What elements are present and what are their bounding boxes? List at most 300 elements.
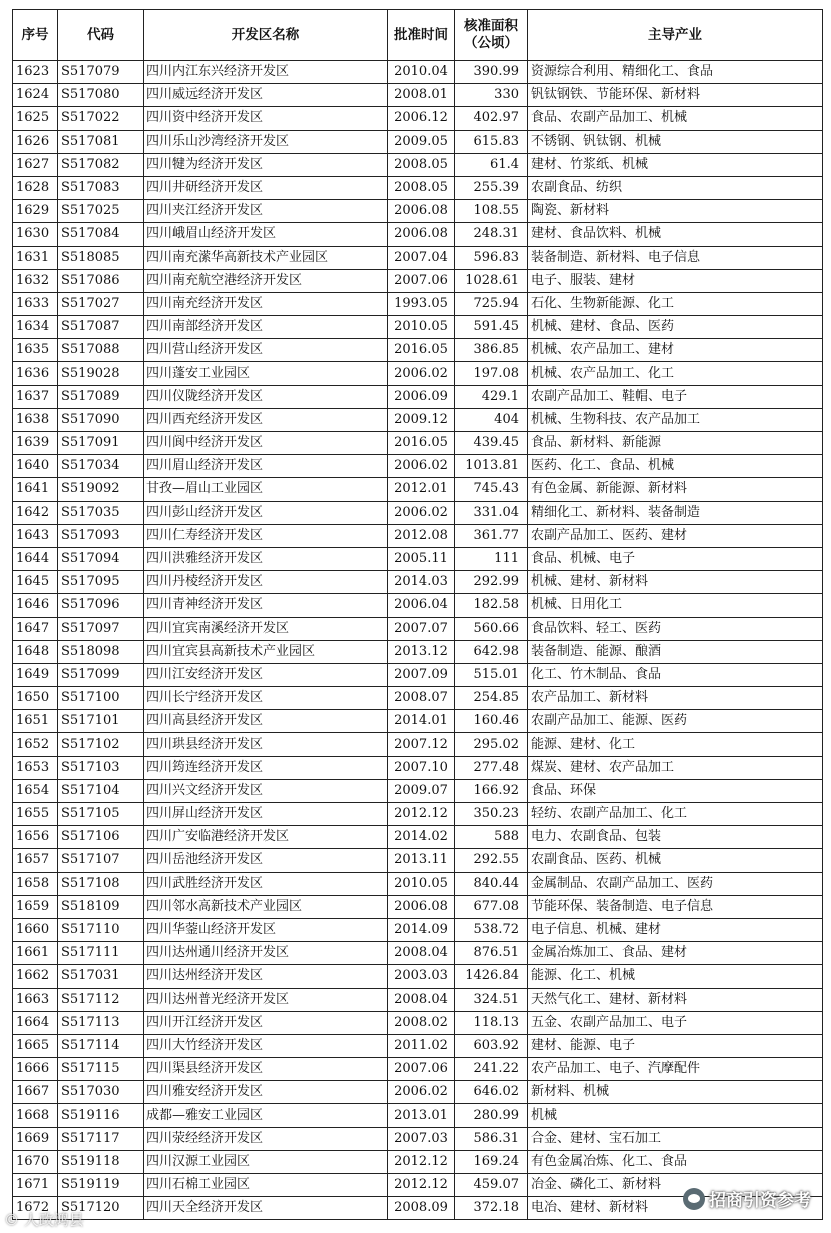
cell-code: S517086 bbox=[58, 269, 144, 292]
cell-zone-name: 四川营山经济开发区 bbox=[144, 339, 388, 362]
cell-code: S517088 bbox=[58, 339, 144, 362]
header-area bbox=[455, 10, 528, 61]
header-row bbox=[13, 10, 823, 61]
cell-code: S517084 bbox=[58, 223, 144, 246]
cell-main-industry: 合金、建材、宝石加工 bbox=[528, 1127, 823, 1150]
cell-approved-area: 402.97 bbox=[455, 107, 528, 130]
cell-zone-name: 四川华蓥山经济开发区 bbox=[144, 918, 388, 941]
cell-seq: 1662 bbox=[13, 965, 58, 988]
cell-code: S519116 bbox=[58, 1104, 144, 1127]
cell-seq: 1634 bbox=[13, 316, 58, 339]
cell-code: S517113 bbox=[58, 1011, 144, 1034]
cell-seq: 1630 bbox=[13, 223, 58, 246]
cell-approval-date: 2010.05 bbox=[388, 872, 455, 895]
cell-seq: 1638 bbox=[13, 408, 58, 431]
cell-zone-name: 四川达州普光经济开发区 bbox=[144, 988, 388, 1011]
cell-main-industry: 装备制造、新材料、电子信息 bbox=[528, 246, 823, 269]
cell-code: S517112 bbox=[58, 988, 144, 1011]
table-row bbox=[13, 849, 823, 872]
cell-code: S518109 bbox=[58, 895, 144, 918]
cell-approval-date: 2007.12 bbox=[388, 733, 455, 756]
cell-zone-name: 四川岳池经济开发区 bbox=[144, 849, 388, 872]
cell-approval-date: 2008.01 bbox=[388, 84, 455, 107]
cell-approved-area: 361.77 bbox=[455, 524, 528, 547]
table-row bbox=[13, 594, 823, 617]
cell-zone-name: 四川邻水高新技术产业园区 bbox=[144, 895, 388, 918]
cell-seq: 1666 bbox=[13, 1058, 58, 1081]
cell-zone-name: 四川威远经济开发区 bbox=[144, 84, 388, 107]
cell-approved-area: 588 bbox=[455, 826, 528, 849]
cell-main-industry: 建材、能源、电子 bbox=[528, 1034, 823, 1057]
cell-main-industry: 能源、化工、机械 bbox=[528, 965, 823, 988]
table-row bbox=[13, 918, 823, 941]
cell-code: S517096 bbox=[58, 594, 144, 617]
header-industry: 主导产业 bbox=[528, 10, 823, 61]
cell-main-industry: 陶瓷、新材料 bbox=[528, 200, 823, 223]
table-row bbox=[13, 269, 823, 292]
cell-approval-date: 2009.07 bbox=[388, 779, 455, 802]
cell-seq: 1648 bbox=[13, 640, 58, 663]
cell-approval-date: 2014.09 bbox=[388, 918, 455, 941]
cell-code: S517031 bbox=[58, 965, 144, 988]
cell-seq: 1632 bbox=[13, 269, 58, 292]
cell-zone-name: 四川仪陇经济开发区 bbox=[144, 385, 388, 408]
cell-approved-area: 596.83 bbox=[455, 246, 528, 269]
development-zone-table bbox=[12, 9, 823, 1220]
table-row bbox=[13, 965, 823, 988]
table-row bbox=[13, 84, 823, 107]
table-row bbox=[13, 710, 823, 733]
cell-main-industry: 电子信息、机械、建材 bbox=[528, 918, 823, 941]
cell-zone-name: 四川高县经济开发区 bbox=[144, 710, 388, 733]
cell-seq: 1637 bbox=[13, 385, 58, 408]
cell-approved-area: 429.1 bbox=[455, 385, 528, 408]
cell-main-industry: 化工、竹木制品、食品 bbox=[528, 663, 823, 686]
table-row bbox=[13, 61, 823, 84]
cell-approved-area: 386.85 bbox=[455, 339, 528, 362]
cell-code: S517108 bbox=[58, 872, 144, 895]
cell-code: S519118 bbox=[58, 1150, 144, 1173]
cell-code: S517104 bbox=[58, 779, 144, 802]
cell-main-industry: 资源综合利用、精细化工、食品 bbox=[528, 61, 823, 84]
cell-code: S517114 bbox=[58, 1034, 144, 1057]
cell-main-industry: 不锈钢、钒钛钢、机械 bbox=[528, 130, 823, 153]
cell-seq: 1669 bbox=[13, 1127, 58, 1150]
cell-main-industry: 机械、农产品加工、化工 bbox=[528, 362, 823, 385]
cell-main-industry: 医药、化工、食品、机械 bbox=[528, 455, 823, 478]
cell-main-industry: 建材、食品饮料、机械 bbox=[528, 223, 823, 246]
cell-zone-name: 四川渠县经济开发区 bbox=[144, 1058, 388, 1081]
cell-zone-name: 四川蓬安工业园区 bbox=[144, 362, 388, 385]
cell-approval-date: 2007.09 bbox=[388, 663, 455, 686]
cell-approval-date: 2007.06 bbox=[388, 1058, 455, 1081]
cell-approval-date: 2011.02 bbox=[388, 1034, 455, 1057]
cell-zone-name: 四川洪雅经济开发区 bbox=[144, 547, 388, 570]
table-row bbox=[13, 1034, 823, 1057]
cell-code: S517111 bbox=[58, 942, 144, 965]
cell-approval-date: 2013.01 bbox=[388, 1104, 455, 1127]
table-row bbox=[13, 107, 823, 130]
cell-main-industry: 机械、建材、新材料 bbox=[528, 571, 823, 594]
cell-main-industry: 金属冶炼加工、食品、建材 bbox=[528, 942, 823, 965]
cell-approved-area: 1013.81 bbox=[455, 455, 528, 478]
cell-zone-name: 四川荥经经济开发区 bbox=[144, 1127, 388, 1150]
cell-approval-date: 2003.03 bbox=[388, 965, 455, 988]
cell-seq: 1651 bbox=[13, 710, 58, 733]
cell-approval-date: 2007.06 bbox=[388, 269, 455, 292]
table-row bbox=[13, 803, 823, 826]
cell-zone-name: 四川彭山经济开发区 bbox=[144, 501, 388, 524]
cell-code: S517081 bbox=[58, 130, 144, 153]
cell-code: S517101 bbox=[58, 710, 144, 733]
cell-code: S517105 bbox=[58, 803, 144, 826]
cell-code: S519028 bbox=[58, 362, 144, 385]
cell-approval-date: 2006.08 bbox=[388, 200, 455, 223]
table-row bbox=[13, 362, 823, 385]
cell-approval-date: 2014.02 bbox=[388, 826, 455, 849]
cell-approval-date: 2014.01 bbox=[388, 710, 455, 733]
cell-approval-date: 2006.08 bbox=[388, 895, 455, 918]
cell-seq: 1633 bbox=[13, 292, 58, 315]
cell-main-industry: 煤炭、建材、农产品加工 bbox=[528, 756, 823, 779]
cell-main-industry: 农副产品加工、医药、建材 bbox=[528, 524, 823, 547]
table-row bbox=[13, 571, 823, 594]
cell-code: S517082 bbox=[58, 153, 144, 176]
header-code: 代码 bbox=[58, 10, 144, 61]
cell-main-industry: 轻纺、农副产品加工、化工 bbox=[528, 803, 823, 826]
cell-approval-date: 2008.05 bbox=[388, 153, 455, 176]
table-row bbox=[13, 640, 823, 663]
cell-seq: 1636 bbox=[13, 362, 58, 385]
cell-main-industry: 食品、机械、电子 bbox=[528, 547, 823, 570]
cell-zone-name: 四川达州通川经济开发区 bbox=[144, 942, 388, 965]
cell-approved-area: 160.46 bbox=[455, 710, 528, 733]
header-area-line2: （公顷） bbox=[464, 35, 518, 51]
cell-zone-name: 四川仁寿经济开发区 bbox=[144, 524, 388, 547]
cell-main-industry: 机械、农产品加工、建材 bbox=[528, 339, 823, 362]
cell-approval-date: 2008.05 bbox=[388, 176, 455, 199]
cell-approved-area: 404 bbox=[455, 408, 528, 431]
table-row bbox=[13, 408, 823, 431]
cell-main-industry: 电冶、建材、新材料 bbox=[528, 1197, 823, 1220]
cell-code: S517090 bbox=[58, 408, 144, 431]
cell-main-industry: 装备制造、能源、酿酒 bbox=[528, 640, 823, 663]
cell-approved-area: 111 bbox=[455, 547, 528, 570]
cell-main-industry: 机械、建材、食品、医药 bbox=[528, 316, 823, 339]
cell-zone-name: 成都—雅安工业园区 bbox=[144, 1104, 388, 1127]
cell-approved-area: 538.72 bbox=[455, 918, 528, 941]
cell-seq: 1670 bbox=[13, 1150, 58, 1173]
cell-zone-name: 四川石棉工业园区 bbox=[144, 1174, 388, 1197]
cell-seq: 1641 bbox=[13, 478, 58, 501]
cell-seq: 1640 bbox=[13, 455, 58, 478]
table-row bbox=[13, 988, 823, 1011]
cell-zone-name: 四川南部经济开发区 bbox=[144, 316, 388, 339]
cell-approved-area: 840.44 bbox=[455, 872, 528, 895]
cell-zone-name: 四川广安临港经济开发区 bbox=[144, 826, 388, 849]
cell-approved-area: 372.18 bbox=[455, 1197, 528, 1220]
cell-zone-name: 甘孜—眉山工业园区 bbox=[144, 478, 388, 501]
cell-main-industry: 农副产品加工、鞋帽、电子 bbox=[528, 385, 823, 408]
cell-code: S517093 bbox=[58, 524, 144, 547]
table-row bbox=[13, 779, 823, 802]
cell-seq: 1658 bbox=[13, 872, 58, 895]
cell-approved-area: 277.48 bbox=[455, 756, 528, 779]
cell-code: S517080 bbox=[58, 84, 144, 107]
cell-approved-area: 331.04 bbox=[455, 501, 528, 524]
cell-approved-area: 876.51 bbox=[455, 942, 528, 965]
table-row bbox=[13, 339, 823, 362]
cell-approval-date: 2014.03 bbox=[388, 571, 455, 594]
cell-approved-area: 295.02 bbox=[455, 733, 528, 756]
cell-approved-area: 255.39 bbox=[455, 176, 528, 199]
cell-code: S517107 bbox=[58, 849, 144, 872]
cell-zone-name: 四川汉源工业园区 bbox=[144, 1150, 388, 1173]
cell-seq: 1665 bbox=[13, 1034, 58, 1057]
cell-zone-name: 四川丹棱经济开发区 bbox=[144, 571, 388, 594]
cell-approved-area: 118.13 bbox=[455, 1011, 528, 1034]
cell-approval-date: 2006.02 bbox=[388, 455, 455, 478]
table-row bbox=[13, 1081, 823, 1104]
cell-zone-name: 四川南充经济开发区 bbox=[144, 292, 388, 315]
cell-seq: 1639 bbox=[13, 432, 58, 455]
cell-approval-date: 2013.11 bbox=[388, 849, 455, 872]
cell-approval-date: 2008.09 bbox=[388, 1197, 455, 1220]
cell-code: S517027 bbox=[58, 292, 144, 315]
cell-seq: 1626 bbox=[13, 130, 58, 153]
cell-approved-area: 591.45 bbox=[455, 316, 528, 339]
cell-main-industry: 冶金、磷化工、新材料 bbox=[528, 1174, 823, 1197]
cell-seq: 1645 bbox=[13, 571, 58, 594]
header-name: 开发区名称 bbox=[144, 10, 388, 61]
cell-approval-date: 2012.08 bbox=[388, 524, 455, 547]
cell-approval-date: 2006.02 bbox=[388, 362, 455, 385]
cell-seq: 1647 bbox=[13, 617, 58, 640]
cell-approved-area: 603.92 bbox=[455, 1034, 528, 1057]
table-row bbox=[13, 223, 823, 246]
cell-code: S517100 bbox=[58, 687, 144, 710]
cell-code: S517022 bbox=[58, 107, 144, 130]
cell-code: S517095 bbox=[58, 571, 144, 594]
cell-code: S517087 bbox=[58, 316, 144, 339]
cell-main-industry: 节能环保、装备制造、电子信息 bbox=[528, 895, 823, 918]
cell-main-industry: 有色金属冶炼、化工、食品 bbox=[528, 1150, 823, 1173]
cell-main-industry: 农副食品、医药、机械 bbox=[528, 849, 823, 872]
cell-approved-area: 254.85 bbox=[455, 687, 528, 710]
cell-approved-area: 166.92 bbox=[455, 779, 528, 802]
cell-seq: 1671 bbox=[13, 1174, 58, 1197]
cell-zone-name: 四川阆中经济开发区 bbox=[144, 432, 388, 455]
table-row bbox=[13, 1127, 823, 1150]
table-row bbox=[13, 176, 823, 199]
cell-approved-area: 292.99 bbox=[455, 571, 528, 594]
cell-main-industry: 建材、竹浆纸、机械 bbox=[528, 153, 823, 176]
cell-zone-name: 四川青神经济开发区 bbox=[144, 594, 388, 617]
cell-zone-name: 四川南充潆华高新技术产业园区 bbox=[144, 246, 388, 269]
cell-code: S517025 bbox=[58, 200, 144, 223]
cell-seq: 1661 bbox=[13, 942, 58, 965]
cell-approval-date: 2008.04 bbox=[388, 942, 455, 965]
table-row bbox=[13, 756, 823, 779]
cell-approved-area: 197.08 bbox=[455, 362, 528, 385]
cell-code: S517034 bbox=[58, 455, 144, 478]
cell-approval-date: 2006.04 bbox=[388, 594, 455, 617]
cell-code: S517089 bbox=[58, 385, 144, 408]
cell-seq: 1656 bbox=[13, 826, 58, 849]
cell-main-industry: 农产品加工、新材料 bbox=[528, 687, 823, 710]
cell-approval-date: 2006.02 bbox=[388, 1081, 455, 1104]
cell-main-industry: 农产品加工、电子、汽摩配件 bbox=[528, 1058, 823, 1081]
cell-zone-name: 四川兴文经济开发区 bbox=[144, 779, 388, 802]
cell-code: S517083 bbox=[58, 176, 144, 199]
cell-zone-name: 四川夹江经济开发区 bbox=[144, 200, 388, 223]
cell-code: S518085 bbox=[58, 246, 144, 269]
cell-approved-area: 515.01 bbox=[455, 663, 528, 686]
table-row bbox=[13, 501, 823, 524]
cell-approved-area: 646.02 bbox=[455, 1081, 528, 1104]
cell-code: S517094 bbox=[58, 547, 144, 570]
table-row bbox=[13, 895, 823, 918]
cell-seq: 1642 bbox=[13, 501, 58, 524]
cell-code: S517030 bbox=[58, 1081, 144, 1104]
header-area-line1: 核准面积 bbox=[464, 18, 518, 34]
cell-code: S517097 bbox=[58, 617, 144, 640]
cell-code: S519119 bbox=[58, 1174, 144, 1197]
cell-seq: 1627 bbox=[13, 153, 58, 176]
cell-code: S517091 bbox=[58, 432, 144, 455]
cell-approval-date: 2012.12 bbox=[388, 1150, 455, 1173]
cell-zone-name: 四川江安经济开发区 bbox=[144, 663, 388, 686]
cell-zone-name: 四川筠连经济开发区 bbox=[144, 756, 388, 779]
cell-zone-name: 四川雅安经济开发区 bbox=[144, 1081, 388, 1104]
cell-main-industry: 食品、农副产品加工、机械 bbox=[528, 107, 823, 130]
table-row bbox=[13, 733, 823, 756]
cell-code: S517115 bbox=[58, 1058, 144, 1081]
cell-approval-date: 2006.09 bbox=[388, 385, 455, 408]
cell-code: S517106 bbox=[58, 826, 144, 849]
table-row bbox=[13, 246, 823, 269]
cell-zone-name: 四川内江东兴经济开发区 bbox=[144, 61, 388, 84]
cell-approved-area: 439.45 bbox=[455, 432, 528, 455]
cell-approved-area: 586.31 bbox=[455, 1127, 528, 1150]
cell-code: S517035 bbox=[58, 501, 144, 524]
cell-zone-name: 四川宜宾南溪经济开发区 bbox=[144, 617, 388, 640]
cell-seq: 1623 bbox=[13, 61, 58, 84]
cell-approval-date: 2012.12 bbox=[388, 1174, 455, 1197]
cell-seq: 1643 bbox=[13, 524, 58, 547]
cell-main-industry: 能源、建材、化工 bbox=[528, 733, 823, 756]
table-row bbox=[13, 547, 823, 570]
cell-approval-date: 2008.04 bbox=[388, 988, 455, 1011]
cell-approved-area: 1028.61 bbox=[455, 269, 528, 292]
cell-main-industry: 食品饮料、轻工、医药 bbox=[528, 617, 823, 640]
cell-code: S517103 bbox=[58, 756, 144, 779]
cell-approval-date: 2010.05 bbox=[388, 316, 455, 339]
watermark-brand bbox=[683, 1186, 811, 1211]
cell-seq: 1649 bbox=[13, 663, 58, 686]
cell-seq: 1668 bbox=[13, 1104, 58, 1127]
cell-approved-area: 560.66 bbox=[455, 617, 528, 640]
cell-approved-area: 725.94 bbox=[455, 292, 528, 315]
cell-zone-name: 四川井研经济开发区 bbox=[144, 176, 388, 199]
document-page bbox=[12, 9, 822, 1220]
cell-zone-name: 四川屏山经济开发区 bbox=[144, 803, 388, 826]
cell-approved-area: 324.51 bbox=[455, 988, 528, 1011]
cell-seq: 1635 bbox=[13, 339, 58, 362]
cell-approved-area: 330 bbox=[455, 84, 528, 107]
cell-zone-name: 四川南充航空港经济开发区 bbox=[144, 269, 388, 292]
cell-approved-area: 248.31 bbox=[455, 223, 528, 246]
cell-code: S517102 bbox=[58, 733, 144, 756]
cell-code: S517117 bbox=[58, 1127, 144, 1150]
watermark-brand-text: 招商引资参考 bbox=[709, 1191, 811, 1211]
cell-approval-date: 2006.02 bbox=[388, 501, 455, 524]
cell-seq: 1659 bbox=[13, 895, 58, 918]
cell-approved-area: 280.99 bbox=[455, 1104, 528, 1127]
table-row bbox=[13, 942, 823, 965]
cell-approval-date: 2009.12 bbox=[388, 408, 455, 431]
cell-approved-area: 108.55 bbox=[455, 200, 528, 223]
cell-approved-area: 292.55 bbox=[455, 849, 528, 872]
table-header bbox=[13, 10, 823, 61]
cell-approval-date: 2016.05 bbox=[388, 432, 455, 455]
cell-seq: 1644 bbox=[13, 547, 58, 570]
cell-approval-date: 2013.12 bbox=[388, 640, 455, 663]
cell-zone-name: 四川犍为经济开发区 bbox=[144, 153, 388, 176]
header-seq: 序号 bbox=[13, 10, 58, 61]
cell-approved-area: 182.58 bbox=[455, 594, 528, 617]
table-body bbox=[13, 61, 823, 1220]
cell-code: S518098 bbox=[58, 640, 144, 663]
header-date: 批准时间 bbox=[388, 10, 455, 61]
cell-approval-date: 1993.05 bbox=[388, 292, 455, 315]
cell-approved-area: 390.99 bbox=[455, 61, 528, 84]
cell-approved-area: 350.23 bbox=[455, 803, 528, 826]
cell-zone-name: 四川天全经济开发区 bbox=[144, 1197, 388, 1220]
cell-code: S517120 bbox=[58, 1197, 144, 1220]
cell-zone-name: 四川武胜经济开发区 bbox=[144, 872, 388, 895]
cell-seq: 1664 bbox=[13, 1011, 58, 1034]
cell-seq: 1667 bbox=[13, 1081, 58, 1104]
watermark-source: © 人政鸿县 bbox=[4, 1211, 84, 1229]
cell-main-industry: 机械、生物科技、农产品加工 bbox=[528, 408, 823, 431]
cell-approved-area: 642.98 bbox=[455, 640, 528, 663]
table-row bbox=[13, 826, 823, 849]
cell-seq: 1660 bbox=[13, 918, 58, 941]
cell-seq: 1625 bbox=[13, 107, 58, 130]
cell-seq: 1663 bbox=[13, 988, 58, 1011]
table-row bbox=[13, 1150, 823, 1173]
table-row bbox=[13, 153, 823, 176]
cell-seq: 1646 bbox=[13, 594, 58, 617]
table-row bbox=[13, 1058, 823, 1081]
cell-zone-name: 四川峨眉山经济开发区 bbox=[144, 223, 388, 246]
cell-code: S517099 bbox=[58, 663, 144, 686]
cell-approved-area: 241.22 bbox=[455, 1058, 528, 1081]
cell-approved-area: 615.83 bbox=[455, 130, 528, 153]
table-row bbox=[13, 1104, 823, 1127]
cell-main-industry: 电子、服装、建材 bbox=[528, 269, 823, 292]
cell-approval-date: 2012.01 bbox=[388, 478, 455, 501]
cell-approved-area: 61.4 bbox=[455, 153, 528, 176]
cell-seq: 1672 bbox=[13, 1197, 58, 1220]
table-row bbox=[13, 617, 823, 640]
cell-main-industry: 新材料、机械 bbox=[528, 1081, 823, 1104]
cell-zone-name: 四川资中经济开发区 bbox=[144, 107, 388, 130]
cell-main-industry: 食品、环保 bbox=[528, 779, 823, 802]
cell-main-industry: 金属制品、农副产品加工、医药 bbox=[528, 872, 823, 895]
cell-approval-date: 2007.07 bbox=[388, 617, 455, 640]
